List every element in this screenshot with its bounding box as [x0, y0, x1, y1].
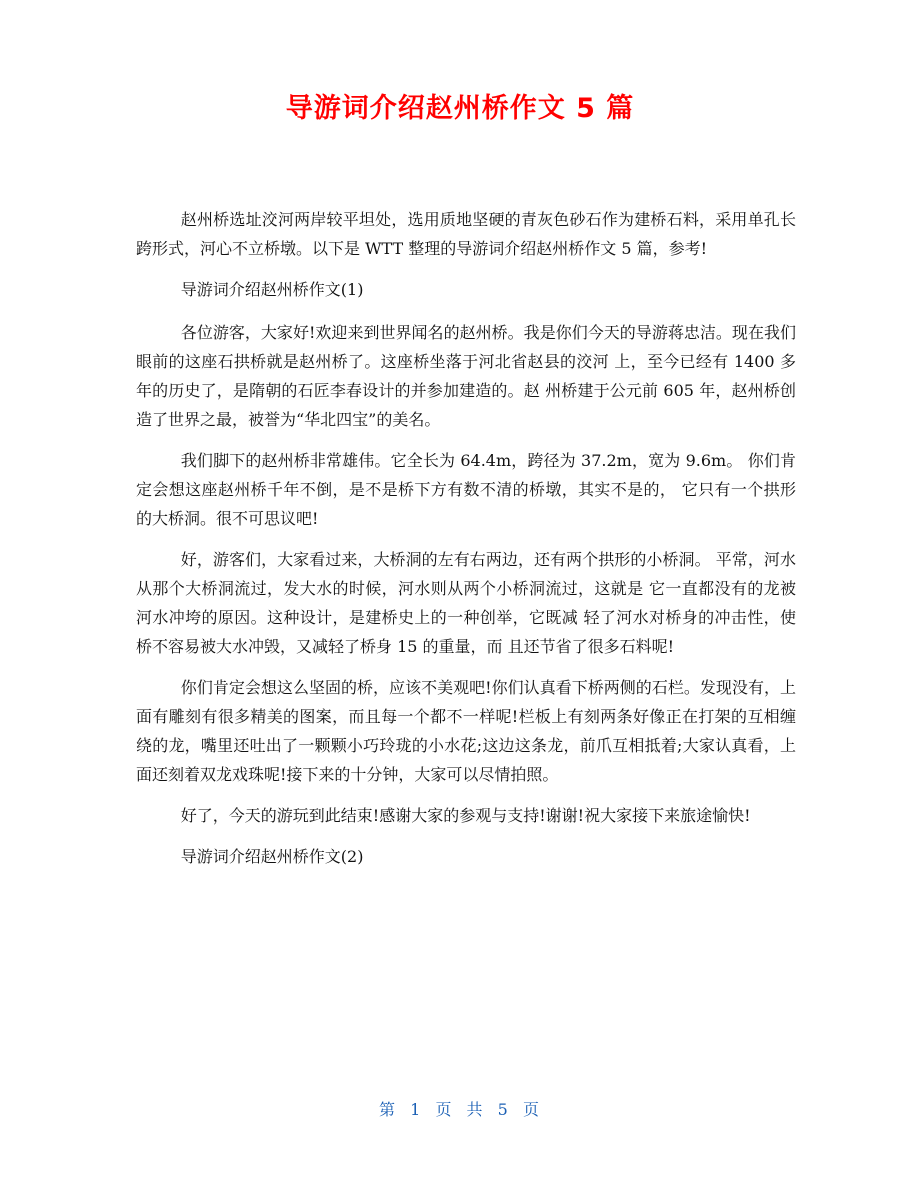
footer-label-page: 第	[379, 1100, 398, 1119]
body-paragraph: 我们脚下的赵州桥非常雄伟。它全长为 64.4m，跨径为 37.2m，宽为 9.6m。 你们肯定会想这座赵州桥千年不倒，是不是桥下方有数不清的桥墩，其实不是的， 它只有一个拱形的大桥洞。很不可思议吧!	[136, 451, 796, 528]
footer-label-ye: 页	[435, 1100, 454, 1119]
section-heading-2: 导游词介绍赵州桥作文(2)	[180, 847, 364, 866]
section-heading-1: 导游词介绍赵州桥作文(1)	[180, 280, 364, 299]
intro-paragraph: 赵州桥选址洨河两岸较平坦处，选用质地坚硬的青灰色砂石作为建桥石料，采用单孔长跨形式，河心不立桥墩。以下是 WTT 整理的导游词介绍赵州桥作文 5 篇，参考!	[136, 210, 796, 258]
body-paragraph: 你们肯定会想这么坚固的桥，应该不美观吧!你们认真看下桥两侧的石栏。发现没有，上面有雕刻有很多精美的图案，而且每一个都不一样呢!栏板上有刻两条好像正在打架的互相缠绕的龙，嘴里还吐出了一颗颗小巧玲珑的小水花;这边这条龙，前爪互相抵着;大家认真看，上面还刻着双龙戏珠呢!接下来的十分钟，大家可以尽情拍照。	[136, 678, 796, 784]
footer-label-ye2: 页	[522, 1100, 541, 1119]
body-paragraph: 各位游客，大家好!欢迎来到世界闻名的赵州桥。我是你们今天的导游蒋忠洁。现在我们眼前的这座石拱桥就是赵州桥了。这座桥坐落于河北省赵县的洨河 上，至今已经有 1400 多年的历史了，是隋朝的石匠李春设计的并参加建造的。赵 州桥建于公元前 605 年，赵州桥创造了世界之最，被誉为“华北四宝”的美名。	[136, 323, 796, 429]
footer-total-pages: 5	[497, 1100, 510, 1119]
document-body	[136, 205, 796, 885]
page-number-footer	[0, 1097, 920, 1120]
body-paragraph: 好，游客们，大家看过来，大桥洞的左有右两边，还有两个拱形的小桥洞。 平常，河水从那个大桥洞流过，发大水的时候，河水则从两个小桥洞流过，这就是 它一直都没有的龙被河水冲垮的原因。这种设计，是建桥史上的一种创举，它既减 轻了河水对桥身的冲击性，使桥不容易被大水冲毁，又减轻了桥身 15 的重量，而 且还节省了很多石料呢!	[136, 550, 796, 656]
footer-label-total: 共	[466, 1100, 485, 1119]
document-title: 导游词介绍赵州桥作文 5 篇	[285, 93, 635, 124]
footer-current-page: 1	[410, 1100, 423, 1119]
body-paragraph: 好了，今天的游玩到此结束!感谢大家的参观与支持!谢谢!祝大家接下来旅途愉快!	[180, 806, 751, 825]
